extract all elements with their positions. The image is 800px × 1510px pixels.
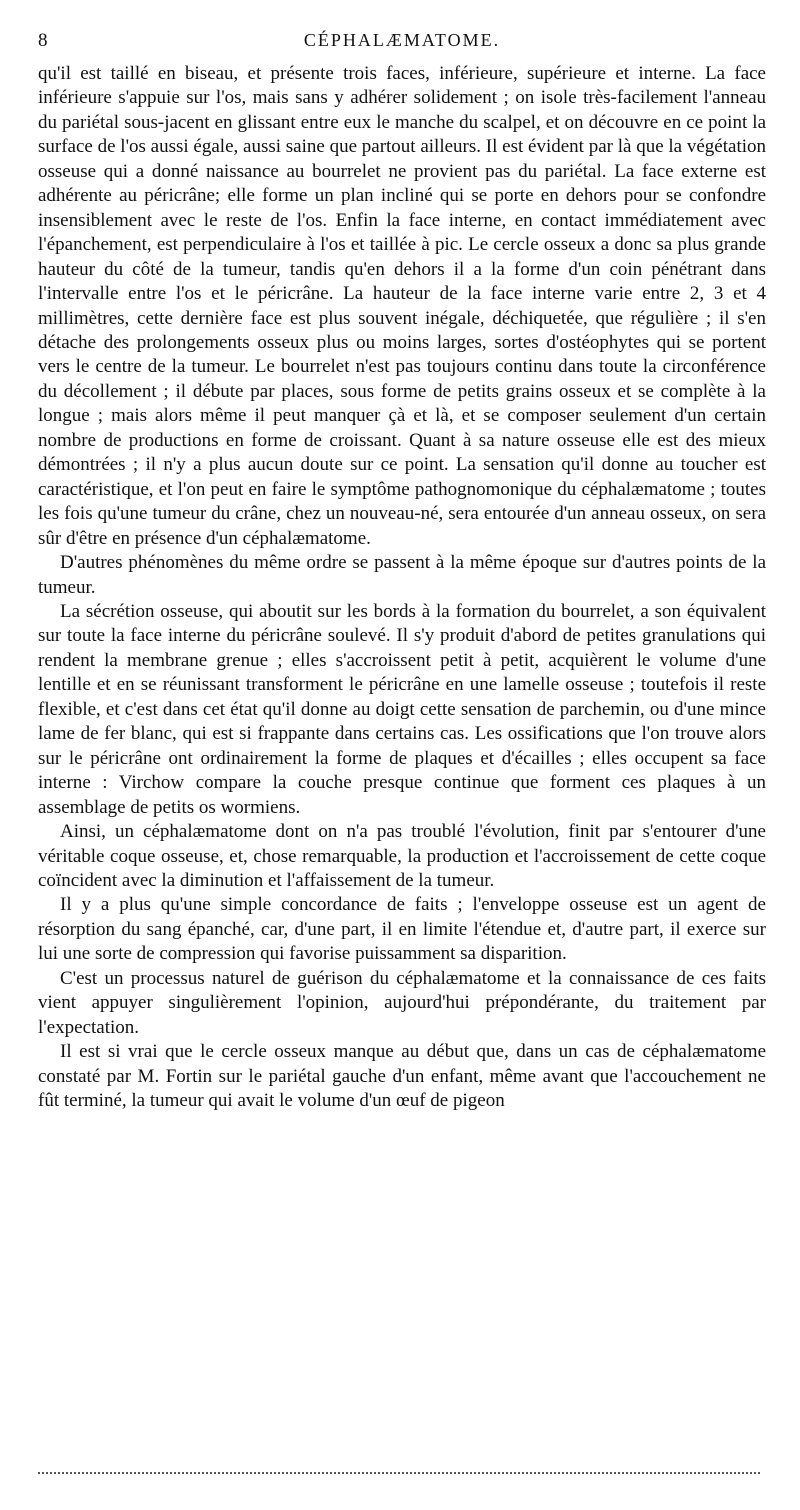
paragraph: D'autres phénomènes du même ordre se passent à la même époque sur d'autres points de la tumeur. (38, 552, 766, 598)
footer-rule (38, 1472, 760, 1474)
paragraph: Il y a plus qu'une simple concordance de faits ; l'enveloppe osseuse est un agent de résorption du sang épanché, car, d'une part, il en limite l'étendue et, d'autre part, il exerce sur lui une sorte de compression qui favorise puissamment sa disparition. (38, 894, 766, 965)
book-page (38, 30, 766, 1113)
page-number: 8 (38, 30, 48, 51)
paragraph: La sécrétion osseuse, qui aboutit sur les bords à la formation du bourrelet, a son équivalent sur toute la face interne du péricrâne soulevé. Il s'y produit d'abord de petites granulations qui rendent la membrane grenue ; elles s'accroissent petit à petit, acquièrent le volume d'une lentille et en se réunissant transforment le péricrâne en une lamelle osseuse ; toutefois il reste flexible, et c'est dans cet état qu'il donne au doigt cette sensation de parchemin, ou d'une mince lame de fer blanc, qui est si frappante dans certains cas. Les ossifications que l'on trouve alors sur le péricrâne ont ordinairement la forme de plaques et d'écailles ; elles occupent sa face interne : Virchow compare la couche presque continue que forment ces plaques à un assemblage de petits os wormiens. (38, 600, 766, 818)
running-title: CÉPHALÆMATOME. (303, 30, 501, 50)
paragraph: qu'il est taillé en biseau, et présente trois faces, inférieure, supérieure et interne. La face inférieure s'appuie sur l'os, mais sans y adhérer solidement ; on isole très-facilement l'anneau du pariétal sous-jacent en glissant entre eux le manche du scalpel, et on découvre en ce point la surface de l'os aussi égale, aussi saine que partout ailleurs. Il est évident par là que la végétation osseuse qui a donné naissance au bourrelet ne provient pas du pariétal. La face externe est adhérente au péricrâne; elle forme un plan incliné qui se porte en dehors pour se confondre insensiblement avec le reste de l'os. Enfin la face interne, en contact immédiatement avec l'épanchement, est perpendiculaire à l'os et taillée à pic. Le cercle osseux a donc sa plus grande hauteur du côté de la tumeur, tandis qu'en dehors il a la forme d'un coin pénétrant dans l'intervalle entre l'os et le péricrâne. La hauteur de la face interne varie entre 2, 3 et 4 millimètres, cette dernière face est plus souvent inégale, déchiquetée, que régulière ; il s'en détache des prolongements osseux plus ou moins larges, sortes d'ostéophytes qui se portent vers le centre de la tumeur. Le bourrelet n'est pas toujours continu dans toute la circonférence du décollement ; il débute par places, sous forme de petits grains osseux et se complète à la longue ; mais alors même il peut manquer çà et là, et se composer seulement d'un certain nombre de productions en forme de croissant. Quant à sa nature osseuse elle est des mieux démontrées ; il n'y a plus aucun doute sur ce point. La sensation qu'il donne au toucher est caractéristique, et l'on peut en faire le symptôme pathognomonique du céphalæmatome ; toutes les fois qu'une tumeur du crâne, chez un nouveau-né, sera entourée d'un anneau osseux, on sera sûr d'être en présence d'un céphalæmatome. (38, 63, 766, 549)
paragraph: C'est un processus naturel de guérison du céphalæmatome et la connaissance de ces faits vient appuyer singulièrement l'opinion, aujourd'hui prépondérante, du traitement par l'expectation. (38, 967, 766, 1038)
body-text (38, 62, 766, 1113)
paragraph: Ainsi, un céphalæmatome dont on n'a pas troublé l'évolution, finit par s'entourer d'une véritable coque osseuse, et, chose remarquable, la production et l'accroissement de cette coque coïncident avec la diminution et l'affaissement de la tumeur. (38, 821, 766, 891)
running-head (38, 30, 766, 56)
paragraph: Il est si vrai que le cercle osseux manque au début que, dans un cas de céphalæmatome constaté par M. Fortin sur le pariétal gauche d'un enfant, même avant que l'accouchement ne fût terminé, la tumeur qui avait le volume d'un œuf de pigeon (38, 1041, 766, 1112)
